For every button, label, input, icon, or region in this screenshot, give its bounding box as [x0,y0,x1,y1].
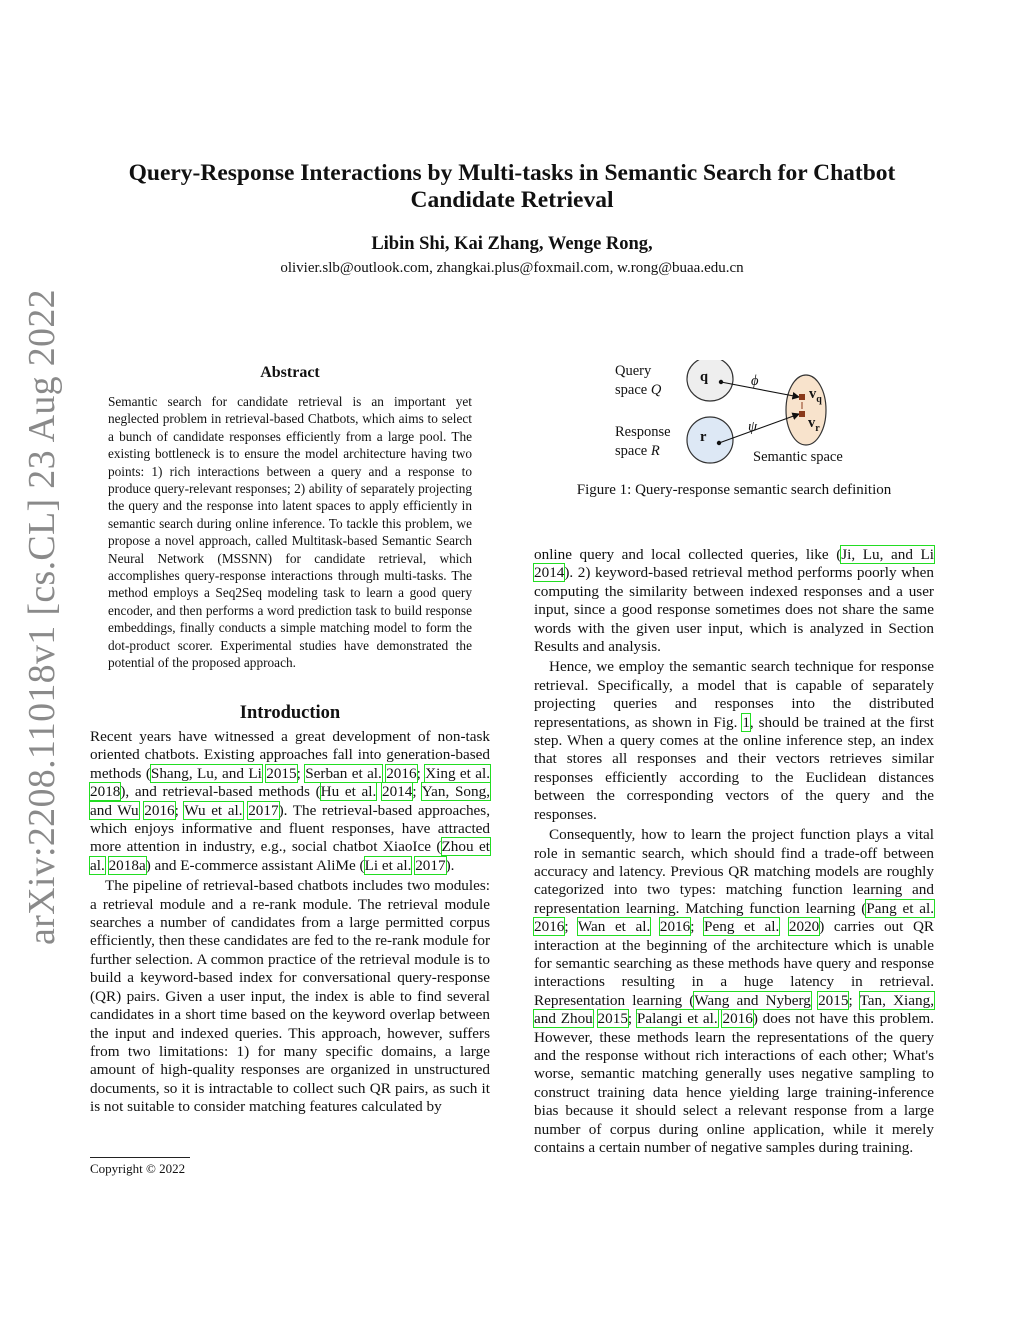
intro-paragraph-2: The pipeline of retrieval-based chatbots includes two modules: a retrieval module and a re-rank module. The retrieval module searches a number of candidates from a large permitted corpus efficiently, then these candidates are fed to the re-rank module for further selection. A common practice of the retrieval module is to build a keyword-based index for conversational query-response (QR) pairs. Given a user input, the index is able to find several candidates in a short time based on the keyword overlap between the input and indexed queries. This approach, however, suffers from two limitations: 1) for many specific domains, a large amount of high-quality responses are organized in unstructured documents, so it is intractable to collect such QR pairs, as such it is not suitable to consider matching features calculated by [90,877,490,1116]
citation-year-link[interactable]: 2018a [108,856,146,874]
citation-link[interactable]: Pang et al. [866,899,934,917]
citation-link[interactable]: Wan et al. [577,918,651,936]
vr-point [799,411,805,417]
figure-ref-link[interactable]: 1 [742,713,750,731]
figure-1 [610,360,870,472]
citation-year-link[interactable]: 2015 [266,764,297,782]
citation-year-link[interactable]: 2020 [788,918,820,936]
footnote-rule [90,1157,190,1158]
citation-link[interactable]: Shang, Lu, and Li [150,764,262,782]
abstract-heading: Abstract [260,364,320,381]
query-space-label: Query space Q [615,363,662,398]
abstract-text: Semantic search for candidate retrieval is an important yet neglected problem in retrieval-based Chatbots, which aims to select a bunch of candidate responses efficiently from a large pool. The existing bottleneck is to ensure the model architecture having two points: 1) rich interactions between a query and a response to produce query-relevant responses; 2) ability of separately projecting the query and the response into latent spaces to apply efficiently in semantic search during online inference. To tackle this problem, we propose a novel approach, called Multitask-based Semantic Search Neural Network (MSSNN) for candidate retrieval, which accomplishes query-response interactions through multi-tasks. The method employs a Seq2Seq modeling task to learn a good query encoder, and then performs a word prediction task to build response embeddings, finally conducts a simple matching model to form the dot-product scorer. Experimental studies have demonstrated the potential of the proposed approach. [108,394,472,671]
citation-link[interactable]: Wu et al. [184,801,243,819]
phi-label: ϕ [751,373,759,389]
citation-link[interactable]: Hu et al. [320,783,377,801]
arxiv-stamp: arXiv:2208.11018v1 [cs.CL] 23 Aug 2022 [21,289,63,945]
citation-year-link[interactable]: 2015 [597,1010,628,1028]
citation-year-link[interactable]: 2017 [248,801,279,819]
q-label: q [700,369,709,385]
citation-year-link[interactable]: 2016 [386,764,417,782]
r-label: r [700,429,707,445]
citation-link[interactable]: Li et al. [364,856,412,874]
phi-arrow [721,382,799,397]
semantic-space-label: Semantic space [753,449,843,465]
citation-link[interactable]: Tan, Xiang, and Zhou [534,991,934,1028]
citation-year-link[interactable]: 2014 [382,783,413,801]
introduction-heading: Introduction [239,703,341,723]
citation-link[interactable]: Ji, Lu, and Li [841,546,934,563]
citation-link[interactable]: Serban et al. [305,764,382,782]
citation-link[interactable]: Peng et al. [704,918,780,936]
intro-paragraph-1: Recent years have witnessed a great development of non-task oriented chatbots. Existing approaches fall into generation-based methods (Shang, Lu, and Li 2015; Serban et al. 2016; Xing et al. 2018), and retrieval-based methods (Hu et al. 2014; Yan, Song, and Wu 2016; Wu et al. 2017). The retrieval-based approaches, which enjoys informative and fluent responses, have attracted more attention in industry, e.g., social chatbot XiaoIce (Zhou et al. 2018a) and E-commerce assistant AliMe (Li et al. 2017). [90,728,491,874]
citation-year-link[interactable]: 2018 [90,783,121,801]
right-paragraph-3: Consequently, how to learn the project function plays a vital role in semantic search, which should find a trade-off between accuracy and latency. Previous QR matching models are roughly categorized into two types: matching function learning and representation learning. Matching function learning (Pang et al. 2016; Wan et al. 2016; Peng et al. 2020) carries out QR interaction at the beginning of the architecture which is unable for semantic searching as these methods have query and response interactions resulting in a huge latency in retrieval. Representation learning (Wang and Nyberg 2015; Tan, Xiang, and Zhou 2015; Palangi et al. 2016) does not have this problem. However, these methods learn the representations of the query and the response without rich interactions of each other; What's worse, semantic matching generally uses negative sampling to construct training data hence yielding large training-inference bias because it should select a relevant response from a large number of corpus during online application, while it merely contains a certain number of negative samples during training. [534,826,935,1156]
query-space-ellipse [687,360,733,401]
citation-link[interactable]: Zhou et al. [90,838,490,874]
vr-label: $v_r$ [808,415,820,434]
citation-link[interactable]: Wang and Nyberg [694,991,811,1009]
right-paragraph-2: Hence, we employ the semantic search technique for response retrieval. Specifically, a model that is capable of separately projecting queries and responses into the distributed representations, as shown in Fig. 1, should be trained at the first step. When a query comes at the online inference step, an index that stores all responses and their vectors retrieves similar responses efficiently according to the Euclidean distances between the corresponding vectors of the query and the responses. [534,658,934,823]
left-column [90,728,490,1119]
paper-title: Query-Response Interactions by Multi-tasks in Semantic Search for Chatbot Candidate Retrieval [128,160,896,213]
citation-year-link[interactable]: 2015 [818,991,849,1009]
psi-arrow [719,414,799,443]
citation-year-link[interactable]: 2014 [534,564,565,582]
citation-year-link[interactable]: 2016 [144,801,175,819]
vq-label: $v_q$ [809,386,822,405]
response-space-label: Response space R [615,424,671,459]
right-paragraph-1: online query and local collected queries, like (Ji, Lu, and Li 2014). 2) keyword-based retrieval method performs poorly when computing the similarity between indexed responses and a user input, since a good response sometimes does not share the same words with the given user input, which is analyzed in Section Results and analysis. [534,546,934,656]
psi-label: ψ [748,419,758,435]
citation-year-link[interactable]: 2016 [534,918,565,936]
copyright-footnote: Copyright © 2022 [90,1161,186,1176]
citation-year-link[interactable]: 2016 [659,918,691,936]
citation-year-link[interactable]: 2017 [415,856,446,874]
author-emails: olivier.slb@outlook.com, zhangkai.plus@foxmail.com, w.rong@buaa.edu.cn [280,260,744,276]
figure-1-caption: Figure 1: Query-response semantic search definition [576,482,892,498]
citation-year-link[interactable]: 2016 [722,1010,753,1028]
right-column [534,546,934,1159]
author-list: Libin Shi, Kai Zhang, Wenge Rong, [371,234,653,254]
citation-link[interactable]: Yan, Song, and Wu [90,783,491,819]
citation-link[interactable]: Palangi et al. [636,1010,718,1028]
vq-point [799,394,805,400]
citation-link[interactable]: Xing et al. [425,764,490,782]
